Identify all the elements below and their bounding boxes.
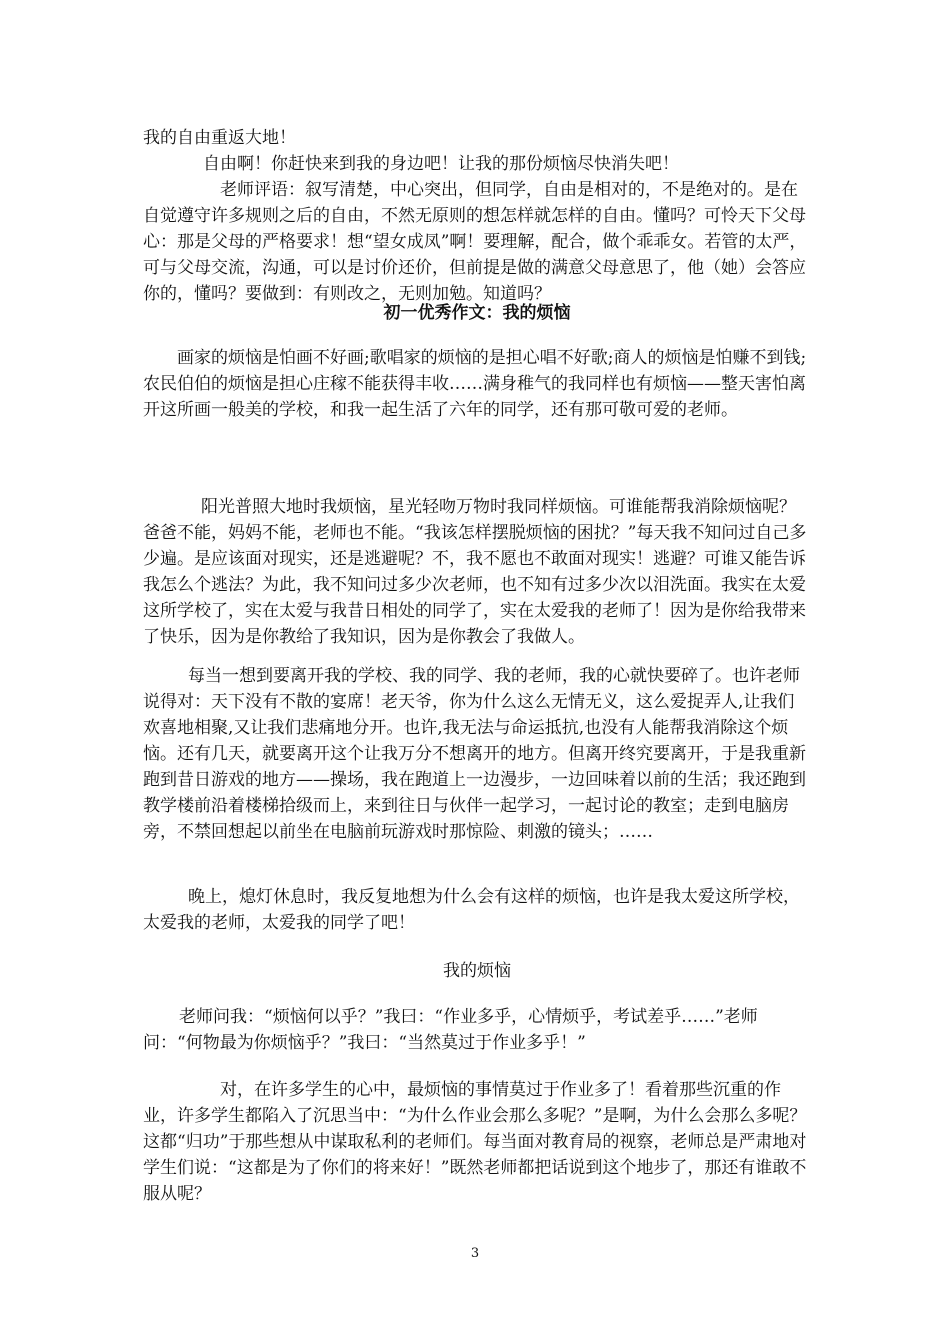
essay-paragraph-2: 阳光普照大地时我烦恼，星光轻吻万物时我同样烦恼。可谁能帮我消除烦恼呢？爸爸不能，妈妈不能，老师也不能。“我该怎样摆脱烦恼的困扰？”每天我不知问过自己多少遍。是应该面对现实，还是逃避呢？不，我不愿也不敢面对现实！逃避？可谁又能告诉我怎么个逃法？为此，我不知问过多少次老师，也不知有过多少次以泪洗面。我实在太爱这所学校了，实在太爱与我昔日相处的同学了，实在太爱我的老师了！因为是你给我带来了快乐，因为是你教给了我知识，因为是你教会了我做人。: [143, 497, 807, 647]
intro-line: 我的自由重返大地！: [143, 128, 296, 148]
second-paragraph-1: 老师问我：“烦恼何以乎？”我曰：“作业多乎，心情烦乎，考试差乎……”老师问：“何物最为你烦恼乎？”我曰：“当然莫过于作业多乎！”: [143, 1007, 758, 1053]
page-number: 3: [470, 1246, 480, 1261]
essay-paragraph-1: 画家的烦恼是怕画不好画;歌唱家的烦恼的是担心唱不好歌;商人的烦恼是怕赚不到钱;农民伯伯的烦恼是担心庄稼不能获得丰收……满身稚气的我同样也有烦恼——整天害怕离开这所画一般美的学校，和我一起生活了六年的同学，还有那可敬可爱的老师。: [143, 348, 807, 420]
essay-title: 初一优秀作文：我的烦恼: [383, 303, 571, 323]
intro-section: [143, 125, 811, 307]
intro-freedom-line: 自由啊！你赶快来到我的身边吧！让我的那份烦恼尽快消失吧！: [203, 154, 679, 174]
second-paragraph-2: 对，在许多学生的心中，最烦恼的事情莫过于作业多了！看着那些沉重的作业，许多学生都陷入了沉思当中：“为什么作业会那么多呢？”是啊，为什么会那么多呢？这都“归功”于那些想从中谋取私利的老师们。每当面对教育局的视察，老师总是严肃地对学生们说：“这都是为了你们的将来好！”既然老师都把话说到这个地步了，那还有谁敢不服从呢？: [143, 1080, 807, 1204]
essay-paragraph-3: 每当一想到要离开我的学校、我的同学、我的老师，我的心就快要碎了。也许老师说得对：天下没有不散的宴席！老天爷，你为什么这么无情无义，这么爱捉弄人,让我们欢喜地相聚,又让我们悲痛地分开。也许,我无法与命运抵抗,也没有人能帮我消除这个烦恼。还有几天，就要离开这个让我万分不想离开的地方。但离开终究要离开，于是我重新跑到昔日游戏的地方——操场，我在跑道上一边漫步，一边回味着以前的生活；我还跑到教学楼前沿着楼梯拾级而上，来到往日与伙伴一起学习，一起讨论的教室；走到电脑房旁，不禁回想起以前坐在电脑前玩游戏时那惊险、刺激的镜头；……: [143, 666, 806, 842]
second-essay-title: 我的烦恼: [443, 961, 511, 981]
essay-paragraph-4: 晚上，熄灯休息时，我反复地想为什么会有这样的烦恼，也许是我太爱这所学校，太爱我的老师，太爱我的同学了吧！: [143, 887, 800, 933]
teacher-comment: 老师评语：叙写清楚，中心突出，但同学，自由是相对的，不是绝对的。是在自觉遵守许多规则之后的自由，不然无原则的想怎样就怎样的自由。懂吗？可怜天下父母心：那是父母的严格要求！想“望女成凤”啊！要理解，配合，做个乖乖女。若管的太严，可与父母交流，沟通，可以是讨价还价，但前提是做的满意父母意思了，他（她）会答应你的，懂吗？要做到：有则改之，无则加勉。知道吗？: [143, 180, 807, 304]
